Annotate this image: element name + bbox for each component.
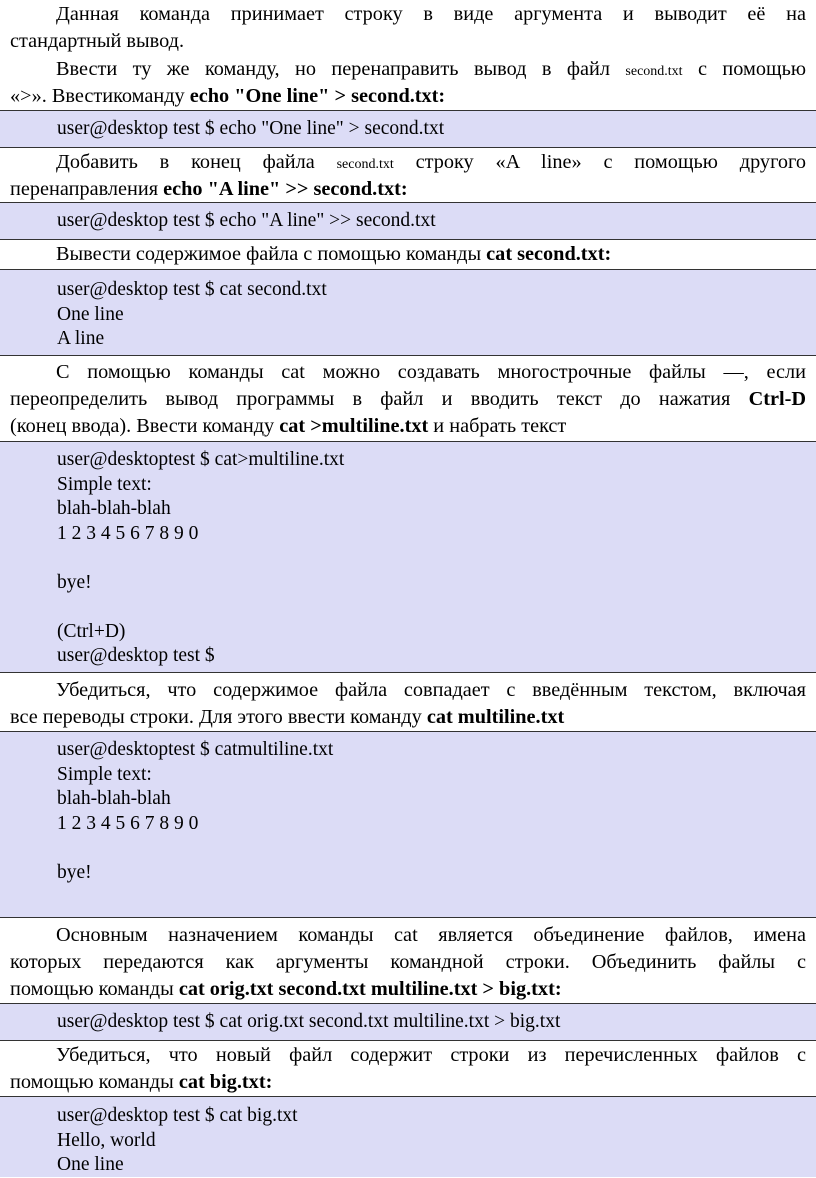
text-span: и набрать текст [428, 415, 567, 437]
text-line [10, 83, 806, 110]
text-line: которых передаются как аргументы командной строки. Объединить файлы с [10, 951, 806, 973]
code-lines [57, 278, 327, 352]
text-line [10, 241, 806, 268]
command-inline: cat orig.txt second.txt multiline.txt > big.txt: [178, 978, 562, 1000]
code-line: Simple text: [57, 473, 152, 495]
code-line: user@desktop test $ cat orig.txt second.txt multiline.txt > big.txt [57, 1011, 561, 1032]
text-span: Добавить в конец файла [56, 151, 337, 173]
code-lines [57, 209, 436, 234]
code-line [57, 546, 344, 571]
code-line: Hello, world [57, 1129, 156, 1151]
text-span: (конец ввода). Ввести команду [10, 415, 280, 437]
code-block [0, 110, 816, 148]
text-span: помощью команды [10, 1071, 179, 1093]
text-span: Вывести содержимое файла с помощью команды [56, 243, 487, 265]
text-line [10, 413, 806, 440]
filename-inline: second.txt [625, 64, 683, 79]
code-line: One line [57, 1154, 124, 1175]
text-span: строку «A line» с помощью другого [393, 151, 806, 173]
paragraph-concat [10, 922, 806, 1003]
code-block [0, 269, 816, 356]
paragraph-redirect [10, 56, 806, 110]
paragraph-echo-intro [10, 1, 806, 55]
text-line: Основным назначением команды cat является объединение файлов, имена [56, 924, 806, 946]
code-block [0, 1096, 816, 1177]
code-line: One line [57, 303, 124, 325]
code-line: blah-blah-blah [57, 498, 171, 519]
code-lines [57, 738, 333, 885]
text-line [10, 976, 806, 1003]
text-span: помощью команды [10, 978, 179, 1000]
code-line: bye! [57, 861, 92, 883]
code-line: (Ctrl+D) [57, 620, 126, 642]
text-span: переопределить вывод программы в файл и вводить текст до нажатия [10, 388, 749, 410]
text-span: Ввести ту же команду, но перенаправить вывод в файл [56, 58, 626, 80]
command-inline: cat >multiline.txt [279, 415, 429, 437]
code-line: user@desktop test $ cat big.txt [57, 1105, 298, 1126]
command-inline: cat second.txt: [486, 243, 612, 265]
code-block [0, 441, 816, 673]
code-lines [57, 448, 344, 669]
text-span: с помощью [682, 58, 806, 80]
code-line: A line [57, 328, 105, 349]
text-line [10, 149, 806, 176]
code-line: user@desktoptest $ cat>multiline.txt [57, 449, 345, 470]
code-block [0, 1003, 816, 1041]
code-line: user@desktoptest $ catmultiline.txt [57, 739, 334, 760]
text-line [10, 1069, 806, 1096]
text-span: перенаправления [10, 178, 164, 200]
paragraph-append [10, 149, 806, 203]
code-line: user@desktop test $ echo "One line" > second.txt [57, 118, 445, 139]
text-line [10, 56, 806, 83]
text-line: Убедиться, что содержимое файла совпадает с введённым текстом, включая [56, 679, 806, 701]
code-line: user@desktop test $ [57, 645, 215, 666]
text-line [10, 386, 806, 413]
code-line: 1 2 3 4 5 6 7 8 9 0 [57, 812, 199, 834]
text-line: С помощью команды cat можно создавать многострочные файлы —, если [56, 361, 806, 383]
paragraph-verify-multiline [10, 677, 806, 731]
command-inline: echo "A line" >> second.txt: [163, 178, 408, 200]
command-inline: cat multiline.txt [426, 706, 565, 728]
code-block [0, 731, 816, 918]
key-inline: Ctrl-D [748, 388, 806, 410]
code-line: user@desktop test $ echo "A line" >> second.txt [57, 210, 436, 231]
text-span: «>». Ввестикоманду [10, 85, 190, 107]
command-inline: echo "One line" > second.txt: [189, 85, 446, 107]
text-span: все переводы строки. Для этого ввести команду [10, 706, 427, 728]
text-line: стандартный вывод. [10, 30, 185, 52]
code-line [57, 836, 333, 861]
text-line [10, 704, 806, 731]
paragraph-cat-second [10, 241, 806, 268]
paragraph-verify-big [10, 1042, 806, 1096]
code-line: Simple text: [57, 763, 152, 785]
code-lines [57, 117, 444, 142]
paragraph-multiline [10, 359, 806, 440]
code-line: user@desktop test $ cat second.txt [57, 279, 327, 300]
code-lines [57, 1104, 298, 1178]
code-block [0, 202, 816, 240]
text-line [10, 176, 806, 203]
code-line: blah-blah-blah [57, 788, 171, 809]
code-line: 1 2 3 4 5 6 7 8 9 0 [57, 522, 199, 544]
text-line: Убедиться, что новый файл содержит строки из перечисленных файлов с [56, 1044, 806, 1066]
text-line: Данная команда принимает строку в виде аргумента и выводит её на [56, 3, 806, 25]
code-line [57, 595, 344, 620]
code-line: bye! [57, 571, 92, 593]
code-lines [57, 1010, 560, 1035]
command-inline: cat big.txt: [178, 1071, 273, 1093]
filename-inline: second.txt [336, 157, 394, 172]
